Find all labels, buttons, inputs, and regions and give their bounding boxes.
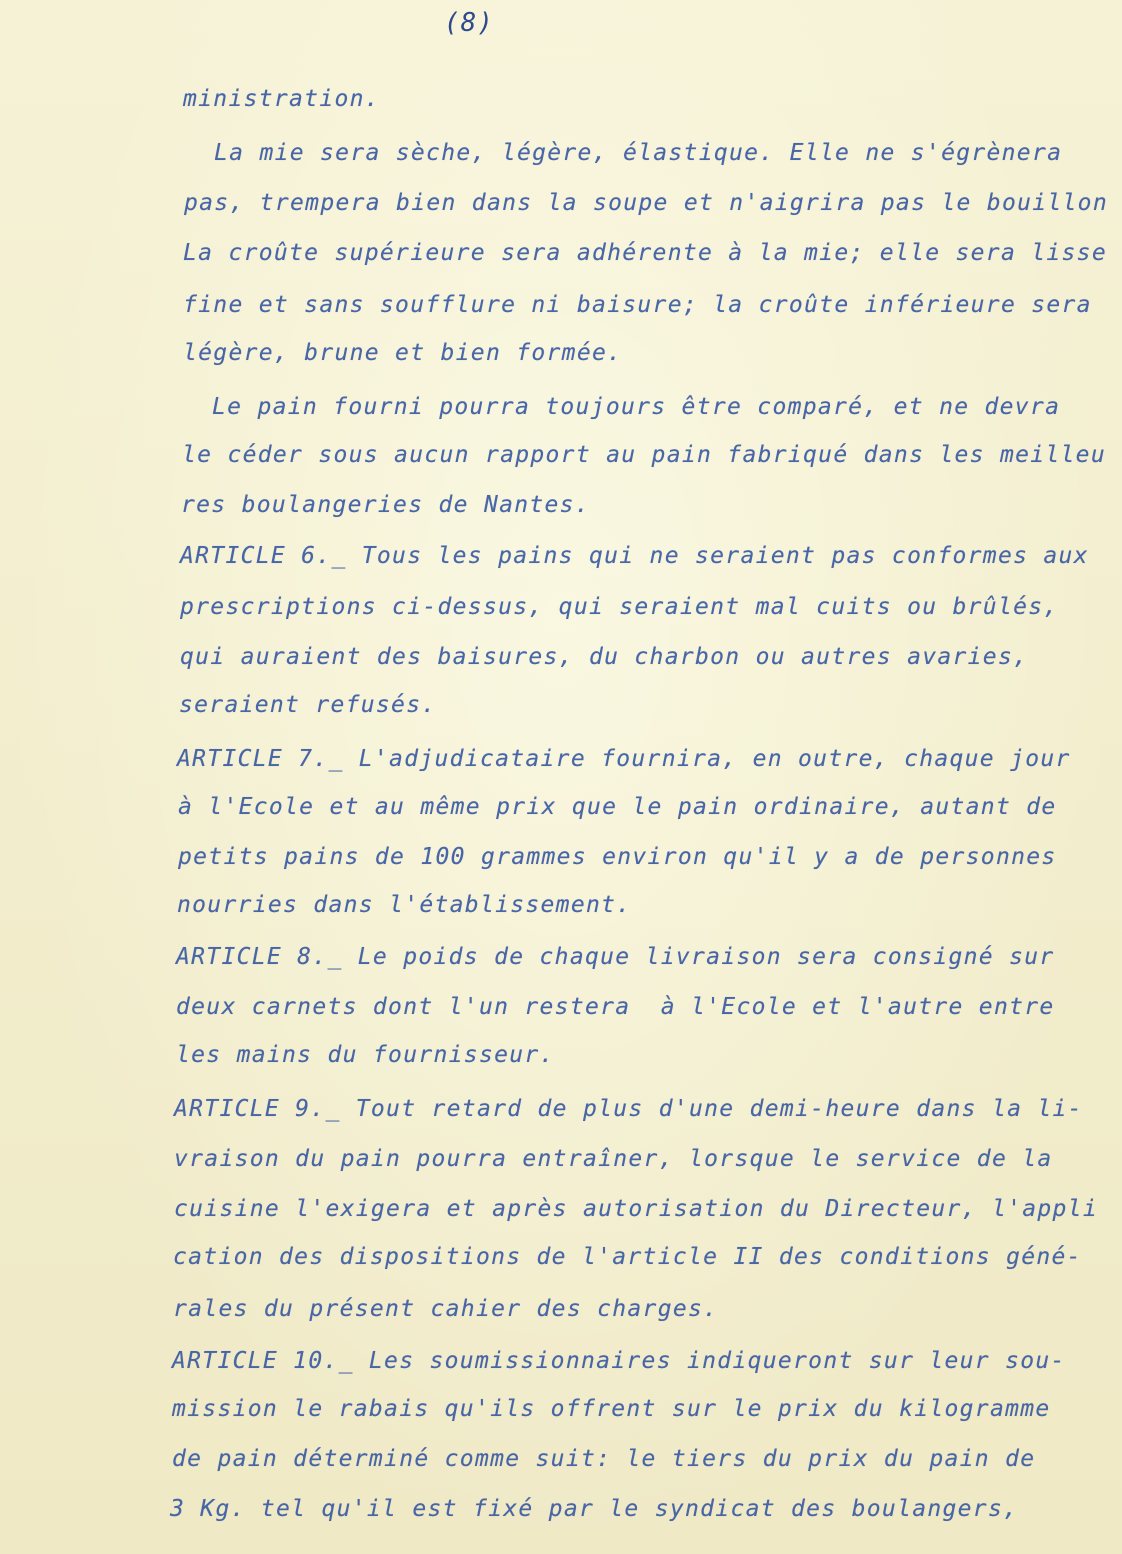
text-line-3: pas, trempera bien dans la soupe et n'aigrira pas le bouillon (184, 190, 1108, 216)
text-line-24: cation des dispositions de l'article II des conditions géné- (173, 1244, 1082, 1270)
text-line-16: petits pains de 100 grammes environ qu'il y a de personnes (178, 844, 1057, 870)
text-line-11: prescriptions ci-dessus, qui seraient mal cuits ou brûlés, (180, 594, 1059, 620)
text-line-28: de pain déterminé comme suit: le tiers du prix du pain de (172, 1446, 1036, 1472)
text-line-21: ARTICLE 9._ Tout retard de plus d'une demi-heure dans la li- (174, 1096, 1083, 1122)
text-line-9: res boulangeries de Nantes. (181, 492, 590, 518)
text-line-2: La mie sera sèche, légère, élastique. Elle ne s'égrènera (214, 140, 1063, 166)
text-line-13: seraient refusés. (179, 692, 437, 718)
text-line-19: deux carnets dont l'un restera à l'Ecole et l'autre entre (176, 994, 1055, 1020)
text-line-18: ARTICLE 8._ Le poids de chaque livraison sera consigné sur (176, 944, 1055, 970)
text-line-7: Le pain fourni pourra toujours être comparé, et ne devra (212, 394, 1061, 420)
text-line-17: nourries dans l'établissement. (177, 892, 632, 918)
text-line-15: à l'Ecole et au même prix que le pain ordinaire, autant de (178, 794, 1057, 820)
text-line-10: ARTICLE 6._ Tous les pains qui ne seraient pas conformes aux (180, 543, 1089, 569)
text-line-6: légère, brune et bien formée. (183, 340, 623, 366)
text-line-8: le céder sous aucun rapport au pain fabriqué dans les meilleu (182, 442, 1106, 468)
text-line-4: La croûte supérieure sera adhérente à la mie; elle sera lisse (183, 240, 1107, 266)
text-line-26: ARTICLE 10._ Les soumissionnaires indiqueront sur leur sou- (172, 1348, 1066, 1374)
text-line-14: ARTICLE 7._ L'adjudicataire fournira, en outre, chaque jour (177, 746, 1071, 772)
text-line-5: fine et sans soufflure ni baisure; la croûte inférieure sera (183, 292, 1092, 318)
text-line-29: 3 Kg. tel qu'il est fixé par le syndicat des boulangers, (170, 1496, 1019, 1522)
text-line-1: ministration. (183, 86, 380, 112)
page-number: (8) (444, 8, 494, 38)
text-line-25: rales du présent cahier des charges. (173, 1296, 719, 1322)
text-line-22: vraison du pain pourra entraîner, lorsque le service de la (174, 1146, 1053, 1172)
text-line-20: les mains du fournisseur. (176, 1042, 555, 1068)
text-line-12: qui auraient des baisures, du charbon ou autres avaries, (180, 644, 1029, 670)
text-line-23: cuisine l'exigera et après autorisation du Directeur, l'appli (174, 1196, 1098, 1222)
text-line-27: mission le rabais qu'ils offrent sur le prix du kilogramme (172, 1396, 1051, 1422)
